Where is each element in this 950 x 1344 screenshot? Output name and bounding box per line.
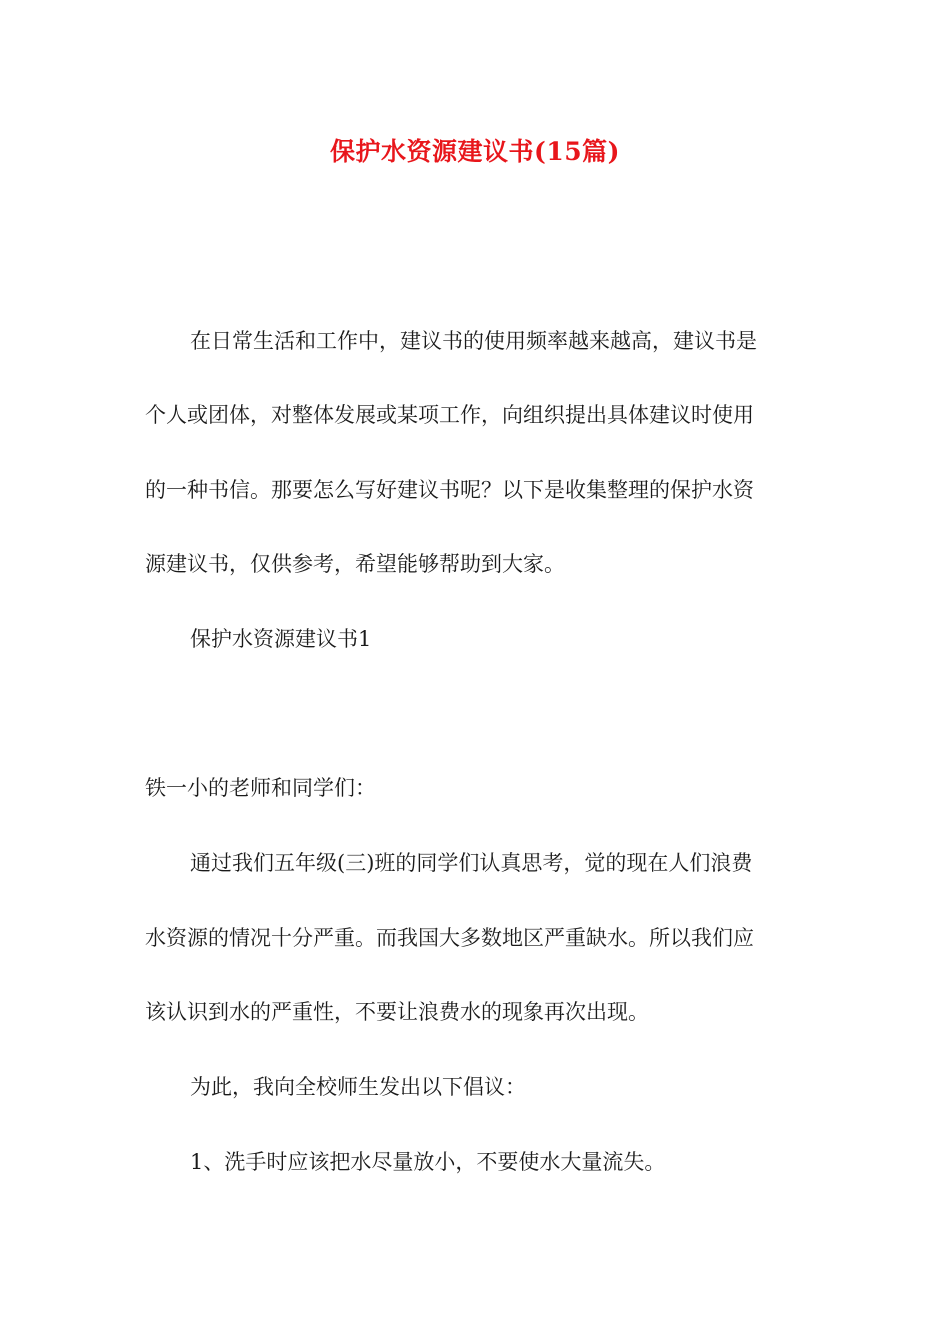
proposal-item-1: 1、洗手时应该把水尽量放小，不要使水大量流失。 — [190, 1150, 666, 1174]
intro-line-1: 在日常生活和工作中，建议书的使用频率越来越高，建议书是 — [190, 329, 757, 353]
salutation: 铁一小的老师和同学们： — [145, 776, 376, 800]
proposal-intro: 为此，我向全校师生发出以下倡议： — [190, 1075, 526, 1099]
intro-line-4: 源建议书，仅供参考，希望能够帮助到大家。 — [145, 552, 565, 576]
document-title: 保护水资源建议书(15篇) — [330, 137, 620, 166]
body-line-1: 通过我们五年级(三)班的同学们认真思考，觉的现在人们浪费 — [190, 851, 753, 875]
body-line-3: 该认识到水的严重性，不要让浪费水的现象再次出现。 — [145, 1000, 649, 1024]
intro-line-2: 个人或团体，对整体发展或某项工作，向组织提出具体建议时使用 — [145, 403, 754, 427]
section-heading: 保护水资源建议书1 — [190, 627, 372, 651]
intro-line-3: 的一种书信。那要怎么写好建议书呢？以下是收集整理的保护水资 — [145, 478, 754, 502]
body-line-2: 水资源的情况十分严重。而我国大多数地区严重缺水。所以我们应 — [145, 926, 754, 950]
